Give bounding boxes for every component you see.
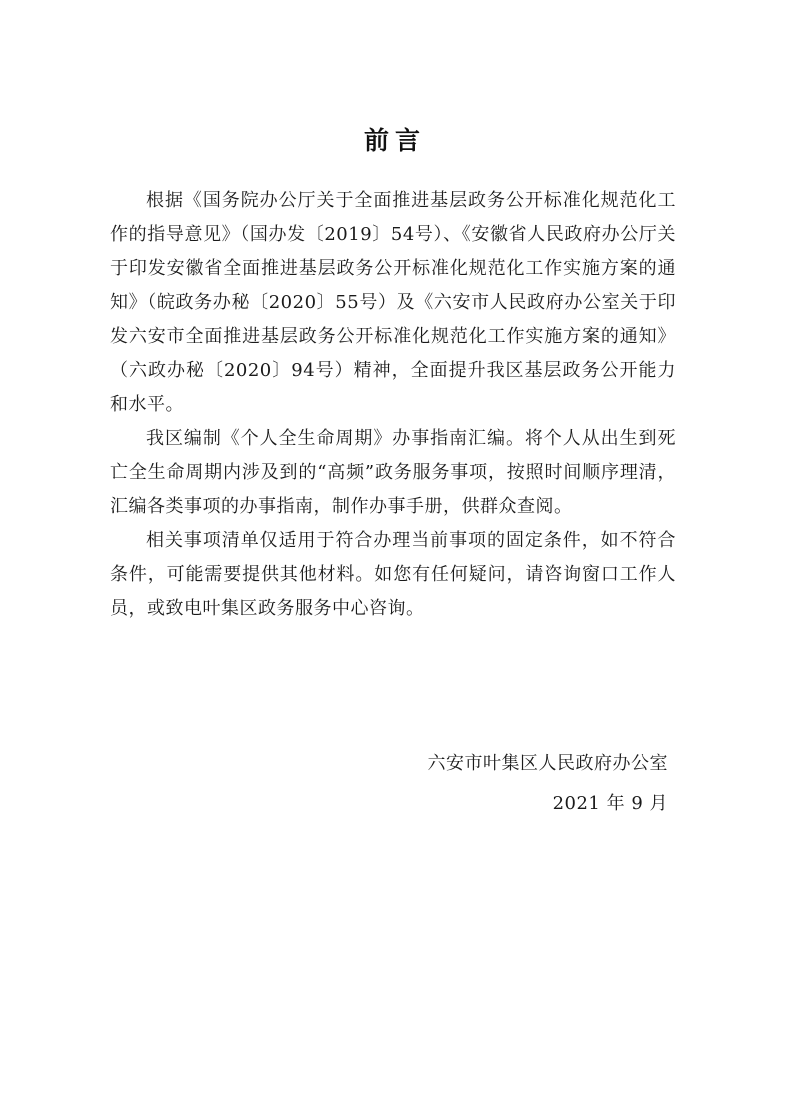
signature-date: 2021 年 9 月 bbox=[552, 793, 668, 814]
page-title: 前言 bbox=[363, 125, 426, 155]
paragraph-2: 我区编制《个人全生命周期》办事指南汇编。将个人从出生到死亡全生命周期内涉及到的“高频”政务服务事项，按照时间顺序理清，汇编各类事项的办事指南，制作办事手册，供群众查阅。 bbox=[110, 428, 676, 517]
signature-organization: 六安市叶集区人民政府办公室 bbox=[427, 753, 668, 774]
paragraph-3: 相关事项清单仅适用于符合办理当前事项的固定条件，如不符合条件，可能需要提供其他材料。如您有任何疑问，请咨询窗口工作人员，或致电叶集区政务服务中心咨询。 bbox=[110, 530, 676, 619]
body-text bbox=[110, 184, 676, 626]
signature-block bbox=[428, 744, 669, 824]
paragraph-1: 根据《国务院办公厅关于全面推进基层政务公开标准化规范化工作的指导意见》（国办发〔2019〕54号）、《安徽省人民政府办公厅关于印发安徽省全面推进基层政务公开标准化规范化工作实施方案的通知》（皖政务办秘〔2020〕55号）及《六安市人民政府办公室关于印发六安市全面推进基层政务公开标准化规范化工作实施方案的通知》（六政办秘〔2020〕94号）精神，全面提升我区基层政务公开能力和水平。 bbox=[110, 190, 676, 415]
